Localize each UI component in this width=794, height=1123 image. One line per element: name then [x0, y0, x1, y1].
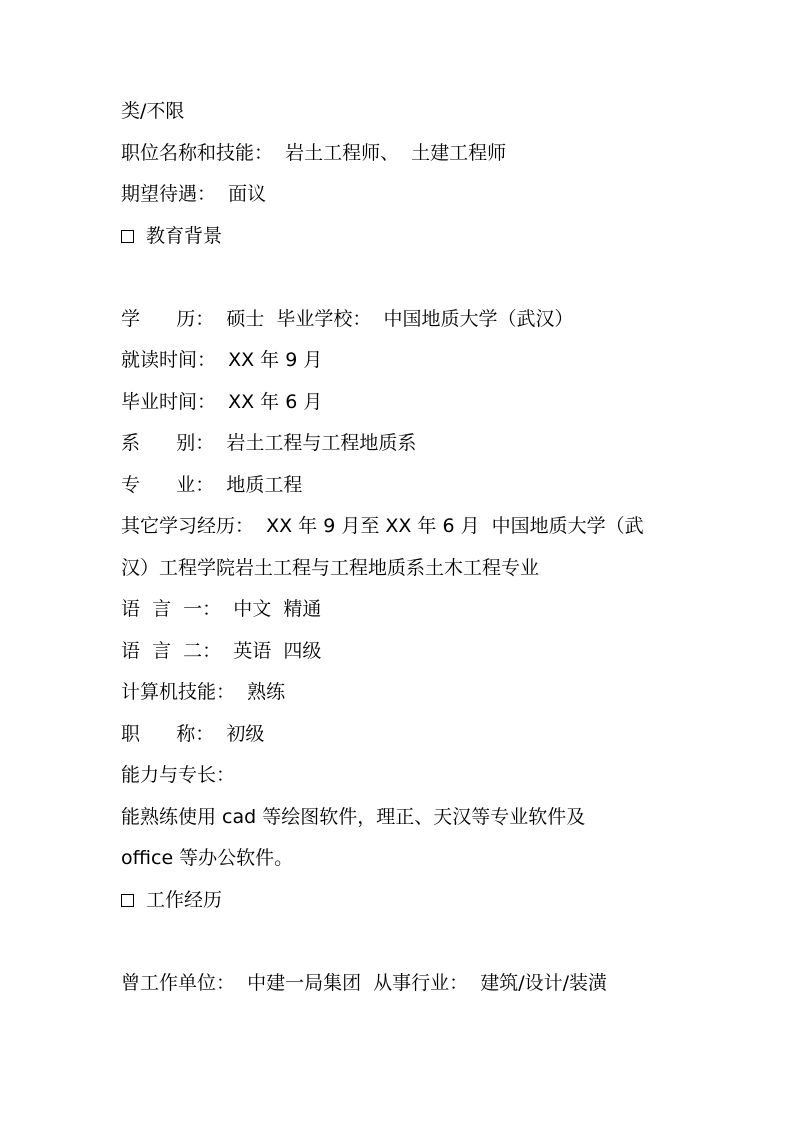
text-line: 职位名称和技能： 岩土工程师、 土建工程师	[121, 142, 507, 164]
text-line: 期望待遇： 面议	[121, 183, 267, 205]
section-heading-work	[121, 888, 222, 912]
text-line: 就读时间： XX 年 9 月	[121, 349, 323, 371]
section-heading-education	[121, 224, 222, 248]
text-line: 能熟练使用 cad 等绘图软件，理正、天汉等专业软件及	[121, 806, 586, 828]
checkbox-square-icon	[121, 894, 134, 907]
section-heading-label: 教育背景	[146, 225, 223, 247]
checkbox-square-icon	[121, 230, 134, 243]
text-line: 语 言 一： 中文 精通	[121, 598, 322, 620]
text-line: 曾工作单位： 中建一局集团 从事行业： 建筑/设计/装潢	[121, 972, 608, 994]
text-line: 毕业时间： XX 年 6 月	[121, 391, 323, 413]
text-line: 类/不限	[121, 100, 185, 122]
text-line: 能力与专长：	[121, 764, 236, 786]
text-line: office 等办公软件。	[121, 847, 294, 869]
text-line: 汉）工程学院岩土工程与工程地质系土木工程专业	[121, 557, 540, 579]
section-heading-label: 工作经历	[146, 889, 223, 911]
text-line: 学 历： 硕士 毕业学校： 中国地质大学（武汉）	[121, 308, 574, 330]
text-line: 计算机技能： 熟练	[121, 681, 286, 703]
text-line: 语 言 二： 英语 四级	[121, 640, 322, 662]
text-line: 其它学习经历： XX 年 9 月至 XX 年 6 月 中国地质大学（武	[121, 515, 644, 537]
text-line: 专 业： 地质工程	[121, 474, 303, 496]
text-line: 职 称： 初级	[121, 723, 265, 745]
text-line: 系 别： 岩土工程与工程地质系	[121, 432, 417, 454]
